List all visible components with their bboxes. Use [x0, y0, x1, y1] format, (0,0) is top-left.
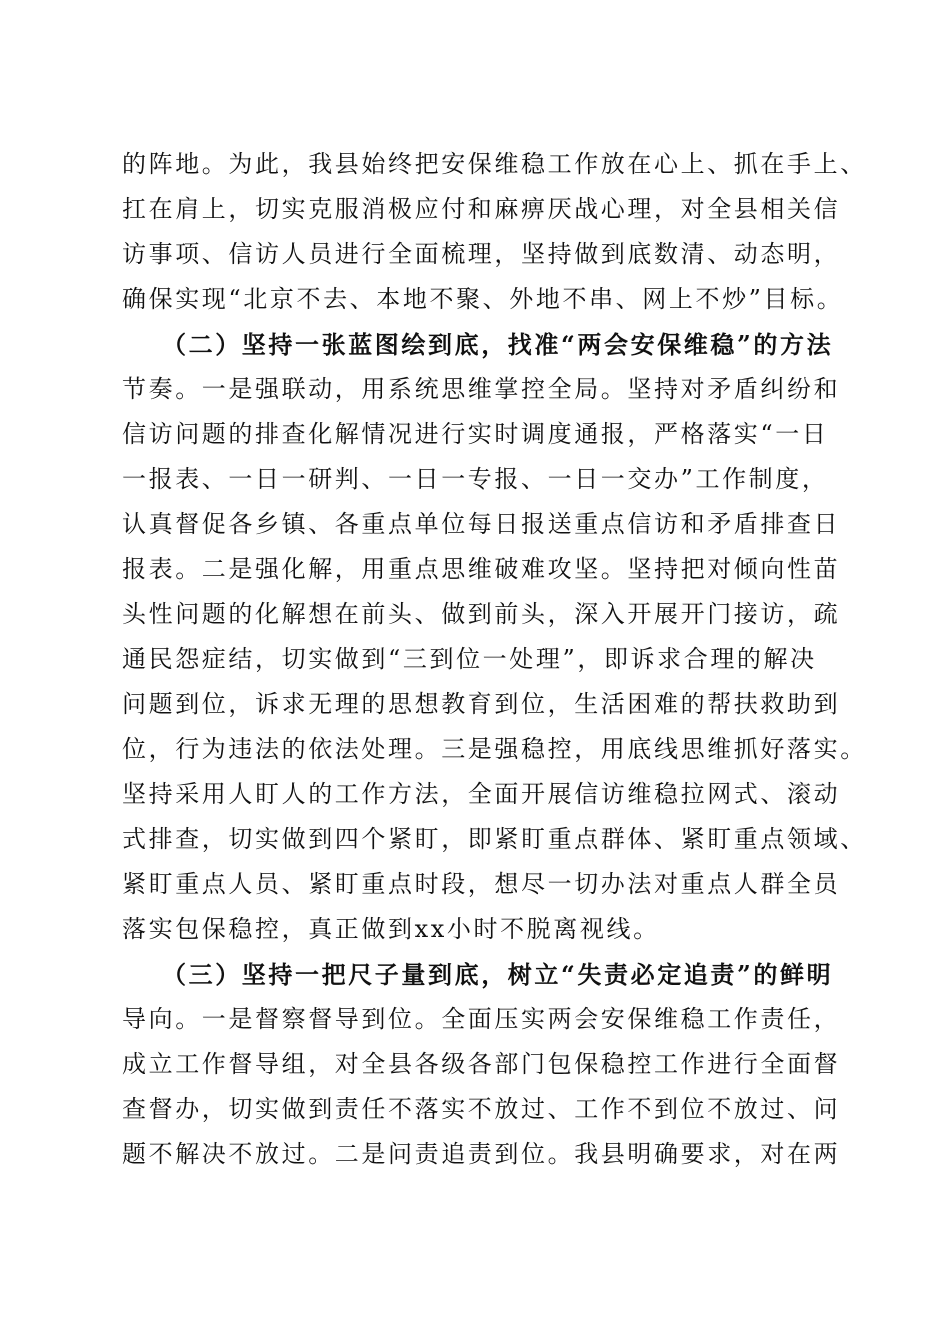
section-heading-2: （二）坚持一张蓝图绘到底，找准“两会安保维稳”的方法	[162, 330, 834, 359]
text-line: 头性问题的化解想在前头、做到前头，深入开展开门接访，疏	[122, 600, 841, 628]
text-line: 认真督促各乡镇、各重点单位每日报送重点信访和矛盾排查日	[122, 510, 841, 538]
text-line: 扛在肩上，切实克服消极应付和麻痹厌战心理，对全县相关信	[122, 195, 841, 223]
text-line: 一报表、一日一研判、一日一专报、一日一交办”工作制度，	[122, 465, 829, 493]
text-line: 确保实现“北京不去、本地不聚、外地不串、网上不炒”目标。	[122, 285, 844, 313]
text-line: 落实包保稳控，真正做到xx小时不脱离视线。	[122, 915, 660, 943]
text-line: 成立工作督导组，对全县各级各部门包保稳控工作进行全面督	[122, 1050, 841, 1078]
text-line: 节奏。一是强联动，用系统思维掌控全局。坚持对矛盾纠纷和	[122, 375, 841, 403]
text-line: 紧盯重点人员、紧盯重点时段，想尽一切办法对重点人群全员	[122, 870, 841, 898]
text-line: 报表。二是强化解，用重点思维破难攻坚。坚持把对倾向性苗	[122, 555, 841, 583]
text-line: 导向。一是督察督导到位。全面压实两会安保维稳工作责任，	[122, 1005, 841, 1033]
text-line: 题不解决不放过。二是问责追责到位。我县明确要求，对在两	[122, 1140, 841, 1168]
text-line: 问题到位，诉求无理的思想教育到位，生活困难的帮扶救助到	[122, 690, 841, 718]
text-line: 访事项、信访人员进行全面梳理，坚持做到底数清、动态明，	[122, 240, 841, 268]
text-line: 的阵地。为此，我县始终把安保维稳工作放在心上、抓在手上、	[122, 150, 867, 178]
text-line: 式排查，切实做到四个紧盯，即紧盯重点群体、紧盯重点领域、	[122, 825, 867, 853]
text-line: 位，行为违法的依法处理。三是强稳控，用底线思维抓好落实。	[122, 735, 867, 763]
text-line: 查督办，切实做到责任不落实不放过、工作不到位不放过、问	[122, 1095, 841, 1123]
text-line: 通民怨症结，切实做到“三到位一处理”，即诉求合理的解决	[122, 645, 817, 673]
text-line: 信访问题的排查化解情况进行实时调度通报，严格落实“一日	[122, 420, 829, 448]
text-line: 坚持采用人盯人的工作方法，全面开展信访维稳拉网式、滚动	[122, 780, 841, 808]
body-text	[122, 142, 867, 1177]
section-heading-3: （三）坚持一把尺子量到底，树立“失责必定追责”的鲜明	[162, 960, 834, 989]
